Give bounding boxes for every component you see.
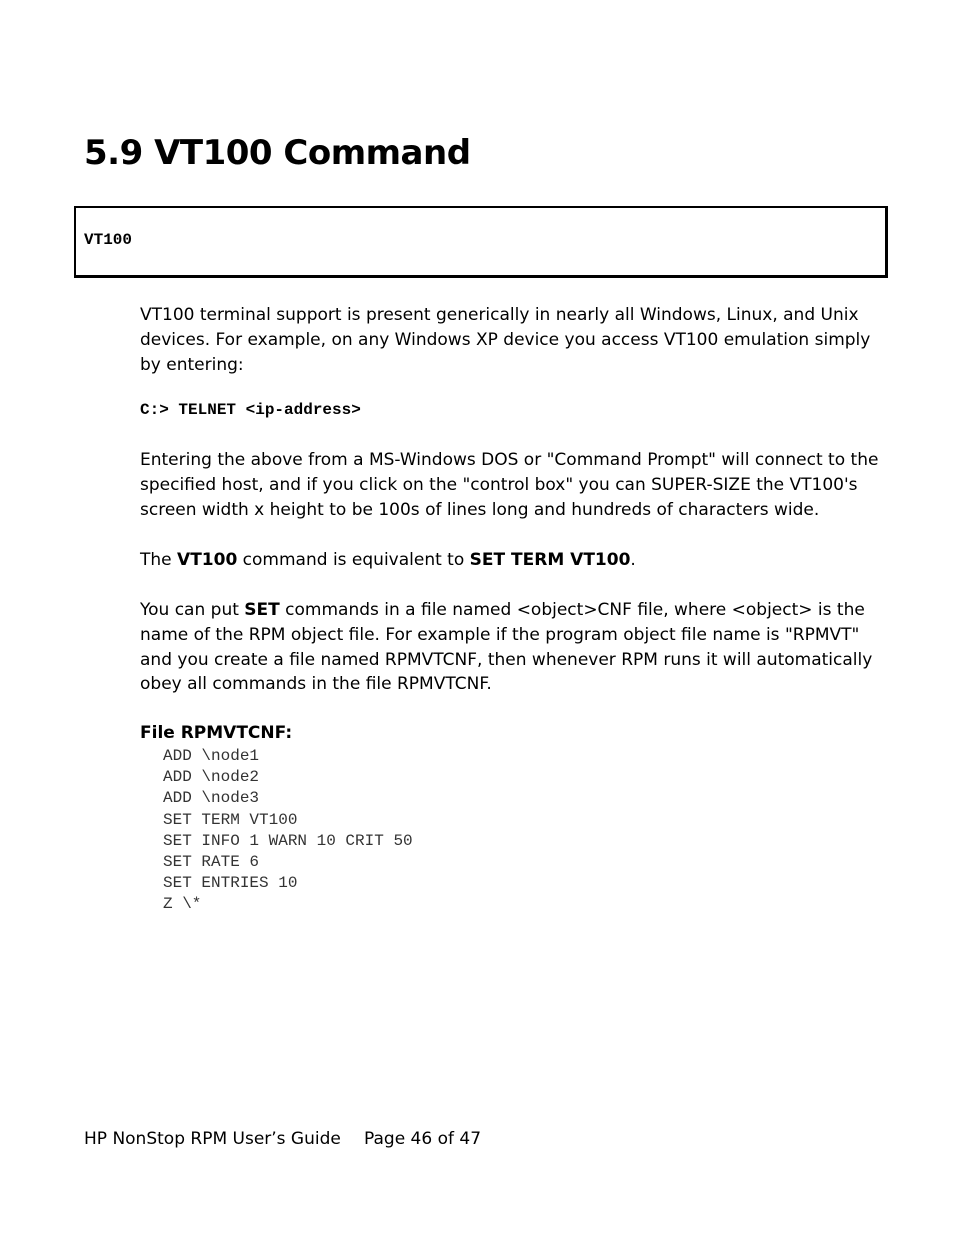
file-label: File RPMVTCNF: (140, 723, 293, 743)
footer-guide-title: HP NonStop RPM User’s Guide (84, 1129, 341, 1149)
equivalent-prefix: The (140, 550, 178, 570)
config-keyword: SET (244, 600, 280, 620)
syntax-text: VT100 (84, 231, 133, 249)
file-line: SET INFO 1 WARN 10 CRIT 50 (163, 831, 413, 850)
equivalent-suffix: . (630, 550, 636, 570)
config-paragraph-block (140, 598, 880, 697)
file-line: Z \* (163, 895, 202, 914)
section-heading: 5.9 VT100 Command (84, 133, 471, 173)
entering-paragraph-block (140, 448, 880, 522)
file-line: SET TERM VT100 (163, 810, 298, 829)
file-line: ADD \node3 (163, 789, 260, 808)
config-paragraph (140, 598, 880, 697)
intro-paragraph-block (140, 303, 880, 377)
equivalent-cmd: VT100 (177, 550, 238, 570)
entering-paragraph: Entering the above from a MS-Windows DOS or "Command Prompt" will connect to the specified host, and if you click on the "control box" you can SUPER-SIZE the VT100's screen width x height to be 100s of lines long and hundreds of characters wide. (140, 450, 879, 520)
file-listing (163, 746, 413, 916)
file-line: ADD \node2 (163, 768, 260, 787)
equivalent-paragraph (140, 548, 880, 573)
intro-paragraph: VT100 terminal support is present generically in nearly all Windows, Linux, and Unix devices. For example, on any Windows XP device you access VT100 emulation simply by entering: (140, 305, 871, 375)
file-line: SET RATE 6 (163, 853, 260, 872)
footer-page-number: Page 46 of 47 (364, 1129, 482, 1149)
file-line: ADD \node1 (163, 747, 260, 765)
command-example: C:> TELNET <ip-address> (140, 401, 361, 419)
equivalent-paragraph-block (140, 548, 880, 573)
equivalent-target: SET TERM VT100 (469, 550, 631, 570)
config-prefix: You can put (140, 600, 245, 620)
config-rest: commands in a file named <object>CNF file, where <object> is the name of the RPM object file. For example if the program object file name is "RPMVT" and you create a file named RPMVTCNF, then whenever RPM runs it will automatically obey all commands in the file RPMVTCNF. (140, 600, 873, 695)
syntax-box (74, 206, 888, 278)
equivalent-middle: command is equivalent to (237, 550, 470, 570)
file-line: SET ENTRIES 10 (163, 874, 298, 893)
